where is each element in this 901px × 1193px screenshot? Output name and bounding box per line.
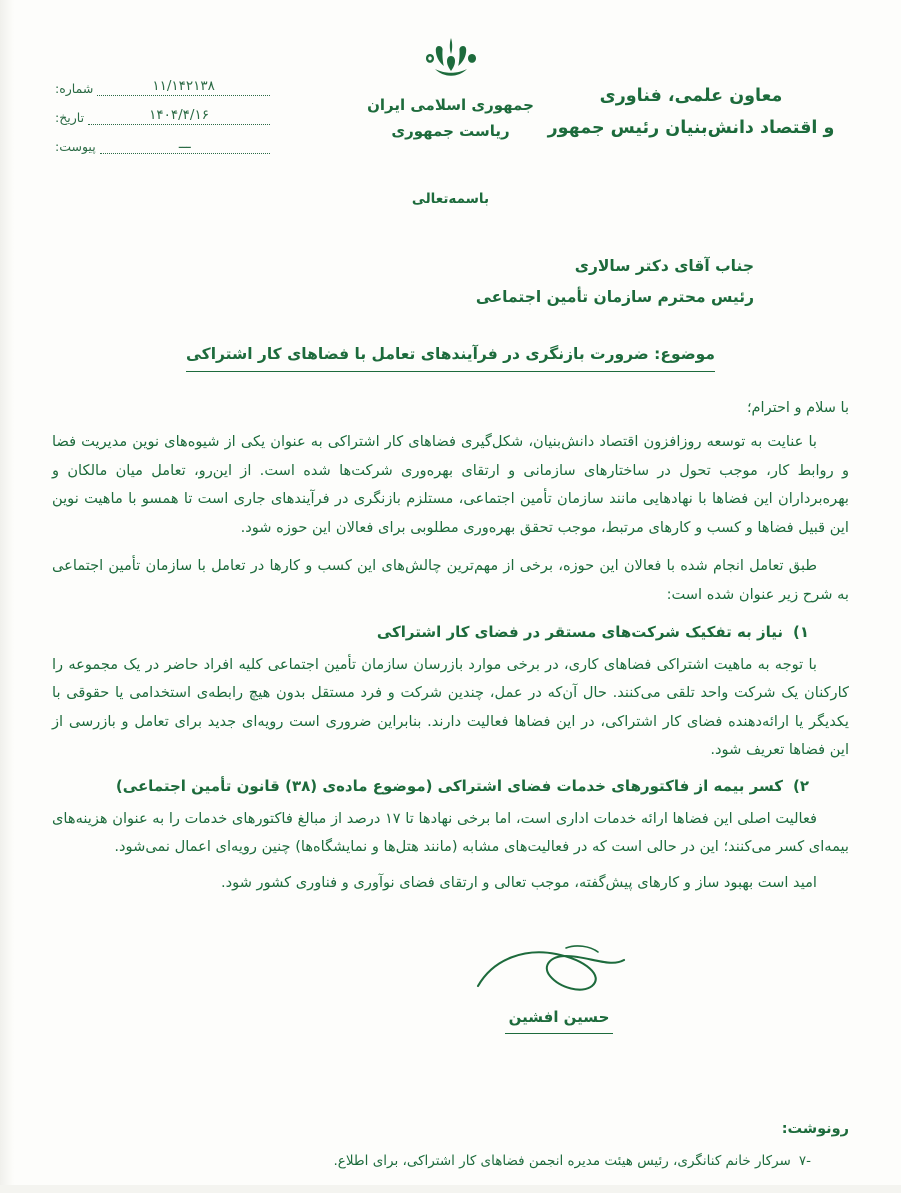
letterhead [0, 0, 901, 185]
signer-name: حسین افشین [505, 1003, 614, 1034]
addressee-line-2: رئیس محترم سازمان تأمین اجتماعی [475, 288, 754, 306]
reference-number-value: ۱۱/۱۴۲۱۳۸ [97, 78, 270, 96]
issue-item-1-number: ۱) [792, 623, 809, 642]
iran-emblem-icon [0, 36, 901, 86]
organization-line-1: معاون علمی، فناوری [599, 86, 783, 106]
attachment-label: پیوست: [55, 139, 96, 154]
issue-item-2-head [52, 773, 809, 801]
issue-item-2 [52, 773, 849, 862]
signature-area [52, 942, 849, 1062]
carbon-copy-item-text: سرکار خانم کنانگری، رئیس هیئت مدیره انجمن فضاهای کار اشتراکی، برای اطلاع. [333, 1153, 791, 1170]
issue-item-1-title: نیاز به تفکیک شرکت‌های مستقر در فضای کار اشتراکی [376, 623, 783, 642]
basmala-text: باسمه‌تعالی [411, 191, 490, 207]
reference-number-label: شماره: [55, 81, 94, 96]
issue-item-2-title: کسر بیمه از فاکتورهای خدمات فضای اشتراکی (موضوع ماده‌ی (۳۸) قانون تأمین اجتماعی) [115, 776, 783, 795]
attachment-value: ـــ [100, 136, 270, 154]
closing-paragraph: امید است بهبود ساز و کارهای پیش‌گفته، موجب تعالی و ارتقای فضای نوآوری و فناوری کشور شود. [221, 874, 817, 892]
issue-item-2-body: فعالیت اصلی این فضاها ارائه خدمات اداری است، اما برخی نهادها تا ۱۷ درصد از مبالغ فاکتورهای خدمات را به عنوان هزینه‌های بیمه‌ای کسر می‌کنند؛ این در حالی است که در فعالیت‌های مشابه (مانند هتل‌ها و نمایشگاه‌ها) چنین رویه‌ای اعمال نمی‌شود. [52, 809, 849, 855]
handwritten-signature-icon [449, 942, 669, 1004]
letter-body [0, 207, 901, 1062]
date-value: ۱۴۰۴/۴/۱۶ [88, 107, 270, 125]
emblem-line-1: جمهوری اسلامی ایران [367, 96, 534, 114]
subject-wrapper [52, 339, 849, 372]
signature-block [449, 942, 669, 1034]
addressee-block [52, 251, 754, 313]
date-label: تاریخ: [55, 110, 85, 125]
paragraph-1: با عنایت به توسعه روزافزون اقتصاد دانش‌بنیان، شکل‌گیری فضاهای کار اشتراکی به عنوان یکی از شیوه‌های نوین مدیریت فضا و روابط کار، موجب تحول در ساختارهای سازمانی و ارتقای بهره‌وری شرکت‌ها شده است. از این‌رو، تعامل میان مالکان و بهره‌برداران این فضاها با نهادهایی مانند سازمان تأمین اجتماعی، مستلزم بازنگری در فرآیندهای جاری است تا همسو با ماهیت نوین این قبیل فضاها و کسب و کارهای مرتبط، موجب تحقق بهره‌وری مطلوبی برای فعالان این حوزه شود. [52, 433, 849, 536]
organization-title [541, 80, 841, 145]
letter-subject: موضوع: ضرورت بازنگری در فرآیندهای تعامل با فضاهای کار اشتراکی [186, 339, 715, 372]
issue-item-2-number: ۲) [792, 776, 809, 795]
emblem-line-2: ریاست جمهوری [391, 122, 510, 141]
carbon-copy-title: رونوشت: [781, 1120, 849, 1137]
carbon-copy-block [289, 1116, 849, 1175]
issue-list [52, 619, 849, 861]
paragraph-2: طبق تعامل انجام شده با فعالان این حوزه، برخی از مهم‌ترین چالش‌های این کسب و کارها در تعامل با سازمان تأمین اجتماعی به شرح زیر عنوان شده است: [52, 557, 849, 603]
addressee-line-1: جناب آقای دکتر سالاری [574, 257, 754, 275]
carbon-copy-item-marker: -۷ [798, 1153, 811, 1170]
organization-line-2: و اقتصاد دانش‌بنیان رئیس جمهور [547, 118, 835, 139]
salutation: با سلام و احترام؛ [746, 400, 849, 417]
issue-item-1-head [52, 619, 809, 647]
carbon-copy-list [289, 1149, 849, 1175]
issue-item-1-body: با توجه به ماهیت اشتراکی فضاهای کاری، در برخی موارد بازرسان سازمان تأمین اجتماعی کلیه افراد حاضر در یک مجموعه را کارکنان یک شرکت واحد تلقی می‌کنند. حال آن‌که در عمل، چندین شرکت و فرد مستقل بدون هیچ رابطه‌ی استخدامی یا حقوقی با یکدیگر یا ارائه‌دهنده فضای کار اشتراکی، در این فضاها فعالیت دارند. بنابراین ضروری است رویه‌ای جدید برای تعامل و بازرسی از این فضاها تعریف شود. [52, 655, 849, 759]
page-bottom-edge [0, 1185, 901, 1193]
carbon-copy-item [289, 1149, 811, 1175]
issue-item-1 [52, 619, 849, 765]
